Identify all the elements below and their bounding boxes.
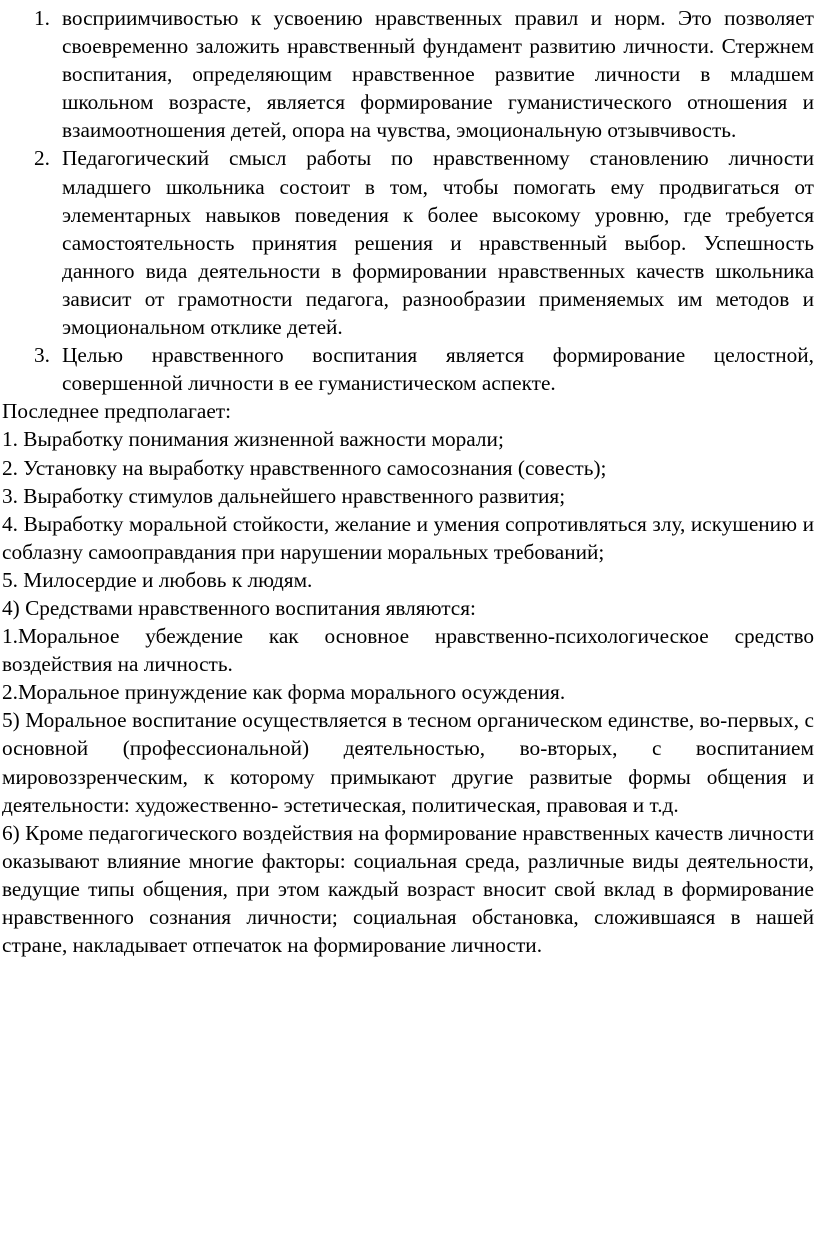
paragraph-point-5: 5. Милосердие и любовь к людям.: [2, 567, 313, 592]
paragraph-section-4: 4) Средствами нравственного воспитания являются:: [2, 595, 476, 620]
paragraph-point-2: 2. Установку на выработку нравственного самосознания (совесть);: [2, 455, 607, 480]
paragraph-intro: Последнее предполагает:: [2, 399, 232, 424]
list-item: [2, 341, 814, 397]
list-item: [2, 4, 814, 144]
list-item-text: Педагогический смысл работы по нравственному становлению личности младшего школьника состоит в том, чтобы помогать ему продвигаться от элементарных навыков поведения к более высокому уровню, где требуется самостоятельность принятия решения и нравственный выбор. Успешность данного вида деятельности в формировании нравственных качеств школьника зависит от грамотности педагога, разнообразии применяемых им методов и эмоциональном отклике детей.: [62, 146, 814, 340]
paragraph-means-2: 2.Моральное принуждение как форма морального осуждения.: [2, 680, 566, 705]
list-item-number: 1.: [34, 6, 50, 30]
paragraph-means-1: 1.Моральное убеждение как основное нравственно-психологическое средство воздействия на личность.: [2, 624, 814, 677]
document-body: [2, 4, 814, 959]
paragraph-point-4: 4. Выработку моральной стойкости, желание и умения сопротивляться злу, искушению и соблазну самооправдания при нарушении моральных требований;: [2, 511, 814, 564]
list-item-number: 2.: [34, 146, 50, 171]
paragraph-point-3: 3. Выработку стимулов дальнейшего нравственного развития;: [2, 483, 566, 508]
paragraph-section-6: 6) Кроме педагогического воздействия на формирование нравственных качеств личности оказывают влияние многие факторы: социальная среда, различные виды деятельности, ведущие типы общения, при этом каждый возраст вносит свой вклад в формирование нравственного сознания личности; социальная обстановка, сложившаяся в нашей стране, накладывает отпечаток на формирование личности.: [2, 820, 814, 958]
numbered-list: [2, 4, 814, 397]
list-item-number: 3.: [34, 343, 50, 368]
list-item: [2, 144, 814, 341]
paragraph-point-1: 1. Выработку понимания жизненной важности морали;: [2, 427, 504, 452]
list-item-text: восприимчивостью к усвоению нравственных правил и норм. Это позволяет своевременно заложить нравственный фундамент развитию личности. Стержнем воспитания, определяющим нравственное развитие личности в младшем школьном возрасте, является формирование гуманистического отношения и взаимоотношения детей, опора на чувства, эмоциональную отзывчивость.: [62, 6, 814, 143]
paragraph-section-5: 5) Моральное воспитание осуществляется в тесном органическом единстве, во-первых, с основной (профессиональной) деятельностью, во-вторых, с воспитанием мировоззренческим, к которому примыкают другие развитые формы общения и деятельности: художественно- эстетическая, политическая, правовая и т.д.: [2, 708, 814, 817]
list-item-text: Целью нравственного воспитания является формирование целостной, совершенной личности в ее гуманистическом аспекте.: [62, 343, 814, 396]
